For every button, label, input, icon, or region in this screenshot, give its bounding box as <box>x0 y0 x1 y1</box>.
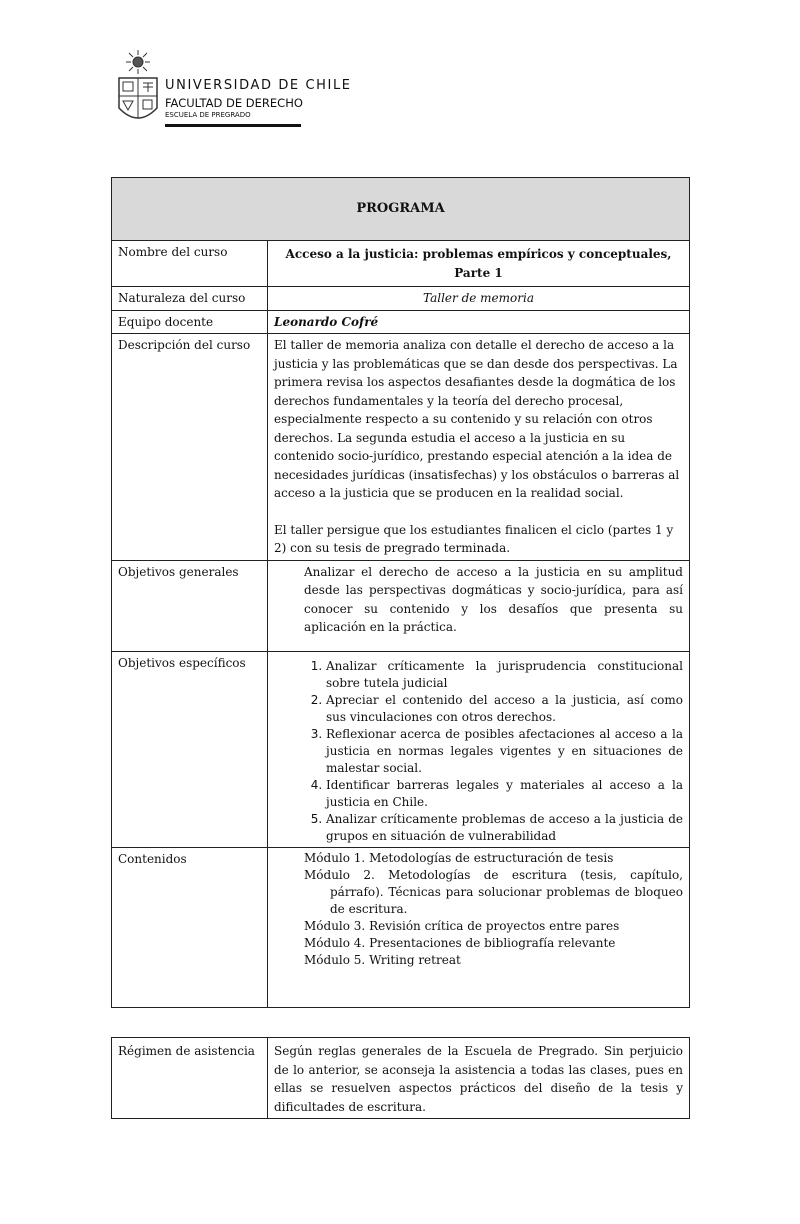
row-label: Naturaleza del curso <box>112 287 268 311</box>
list-item: Módulo 2. Metodologías de escritura (tesis, capítulo, párrafo). Técnicas para solucionar problemas de bloqueo de escritura. <box>304 867 683 916</box>
row-label: Descripción del curso <box>112 334 268 561</box>
table-row <box>112 241 690 287</box>
course-contents <box>268 847 690 1007</box>
course-description <box>268 334 690 561</box>
general-objective-text: Analizar el derecho de acceso a la justicia en su amplitud desde las perspectivas dogmáticas y socio-jurídica, para así conocer su contenido y los desafíos que presenta su aplicación en la práctica. <box>304 564 683 634</box>
course-name: Acceso a la justicia: problemas empíricos y conceptuales, Parte 1 <box>268 241 690 287</box>
table-row <box>112 334 690 561</box>
university-seal-icon <box>113 48 163 128</box>
attendance-regime: Según reglas generales de la Escuela de Pregrado. Sin perjuicio de lo anterior, se aconseja la asistencia a todas las clases, pues en ellas se resuelven aspectos prácticos del diseño de la tesis y dificultades de escritura. <box>268 1038 690 1119</box>
list-item: Módulo 1. Metodologías de estructuración de tesis <box>304 850 614 865</box>
list-item: 4. Identificar barreras legales y materiales al acceso a la justicia en Chile. <box>326 777 683 811</box>
table-row <box>112 310 690 334</box>
general-objectives <box>268 560 690 651</box>
row-label: Contenidos <box>112 847 268 1007</box>
list-item: 2. Apreciar el contenido del acceso a la justicia, así como sus vinculaciones con otros derechos. <box>326 692 683 726</box>
row-label: Régimen de asistencia <box>112 1038 268 1119</box>
table-heading-row <box>112 178 690 241</box>
list-item: 1. Analizar críticamente la jurisprudencia constitucional sobre tutela judicial <box>326 658 683 692</box>
row-label: Equipo docente <box>112 310 268 334</box>
list-item: Módulo 5. Writing retreat <box>304 952 461 967</box>
specific-objectives-list <box>274 658 683 845</box>
table-row <box>112 651 690 847</box>
list-item: 3. Reflexionar acerca de posibles afectaciones al acceso a la justicia en normas legales vigentes y en situaciones de malestar social. <box>326 726 683 777</box>
row-label: Nombre del curso <box>112 241 268 287</box>
table-row <box>112 287 690 311</box>
row-label: Objetivos específicos <box>112 651 268 847</box>
table-heading: PROGRAMA <box>112 178 690 241</box>
university-logo <box>113 48 352 128</box>
table-row <box>112 847 690 1007</box>
description-paragraph: El taller persigue que los estudiantes finalicen el ciclo (partes 1 y 2) con su tesis de pregrado terminada. <box>274 522 674 555</box>
faculty-name: FACULTAD DE DERECHO <box>165 96 303 110</box>
specific-objectives <box>268 651 690 847</box>
teaching-team: Leonardo Cofré <box>268 310 690 334</box>
attendance-table <box>111 1037 690 1119</box>
logo-divider <box>165 124 301 127</box>
school-name: ESCUELA DE PREGRADO <box>165 111 251 119</box>
modules-list <box>274 850 683 969</box>
list-item: 5. Analizar críticamente problemas de acceso a la justicia de grupos en situación de vulnerabilidad <box>326 811 683 845</box>
table-row <box>112 560 690 651</box>
table-row <box>112 1038 690 1119</box>
list-item: Módulo 3. Revisión crítica de proyectos entre pares <box>304 918 620 933</box>
university-name: UNIVERSIDAD DE CHILE <box>165 78 352 93</box>
program-table <box>111 177 690 1008</box>
description-paragraph: El taller de memoria analiza con detalle el derecho de acceso a la justicia y las problemáticas que se dan desde dos perspectivas. La primera revisa los aspectos desafiantes desde la dogmática de los derechos fundamentales y la teoría del derecho procesal, especialmente respecto a su contenido y su relación con otros derechos. La segunda estudia el acceso a la justicia en su contenido socio-jurídico, prestando especial atención a la idea de necesidades jurídicas (insatisfechas) y los obstáculos o barreras al acceso a la justicia que se producen en la realidad social. <box>274 338 680 500</box>
list-item: Módulo 4. Presentaciones de bibliografía relevante <box>304 935 616 950</box>
course-nature: Taller de memoria <box>268 287 690 311</box>
row-label: Objetivos generales <box>112 560 268 651</box>
